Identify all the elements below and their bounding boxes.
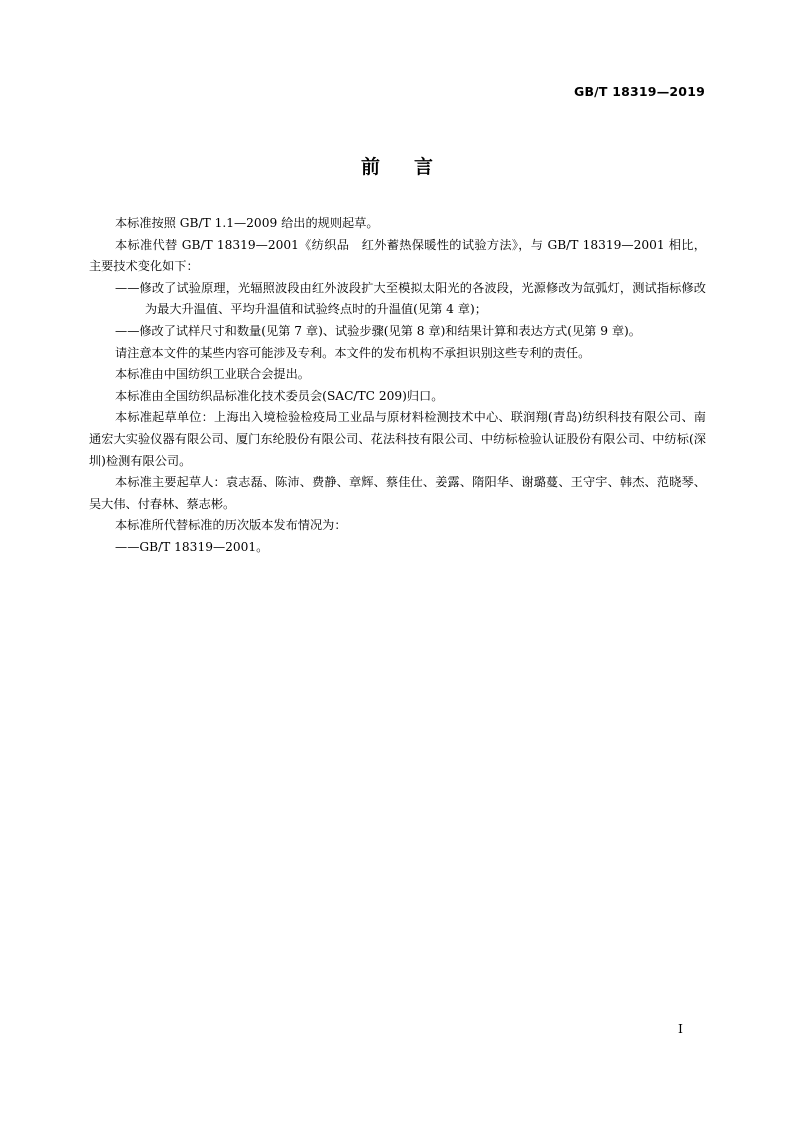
list-item-history-1-text: ——GB/T 18319—2001。	[115, 539, 269, 554]
standard-code: GB/T 18319—2019	[573, 84, 705, 99]
list-item-change-2	[89, 321, 706, 343]
paragraph-committee: 本标准由全国纺织品标准化技术委员会(SAC/TC 209)归口。	[115, 388, 444, 403]
page-number: I	[678, 1021, 683, 1036]
paragraph-replacement: 本标准代替 GB/T 18319—2001《纺织品 红外蓄热保暖性的试验方法》，与 GB/T 18319—2001 相比，主要技术变化如下：	[89, 237, 706, 274]
page-title: 前言	[360, 156, 467, 178]
paragraph-drafters: 本标准主要起草人：袁志磊、陈沛、费静、章辉、蔡佳仕、姜露、隋阳华、谢璐蔓、王守宇、韩杰、范晓琴、吴大伟、付春林、蔡志彬。	[89, 475, 706, 511]
paragraph-version-history: 本标准所代替标准的历次版本发布情况为：	[115, 518, 347, 533]
paragraph-drafting-units: 本标准起草单位：上海出入境检验检疫局工业品与原材料检测技术中心、联润翔(青岛)纺织科技有限公司、南通宏大实验仪器有限公司、厦门东纶股份有限公司、花法科技有限公司、中纺标检验认证股份有限公司、中纺标(深圳)检测有限公司。	[89, 410, 706, 468]
foreword-body	[89, 213, 706, 559]
paragraph-proposer: 本标准由中国纺织工业联合会提出。	[115, 367, 310, 382]
list-item-change-1-text: ——修改了试验原理，光辐照波段由红外波段扩大至模拟太阳光的各波段，光源修改为氙弧灯，测试指标修改为最大升温值、平均升温值和试验终点时的升温值(见第 4 章)；	[115, 280, 706, 317]
list-item-history-1	[89, 537, 706, 559]
list-item-change-1	[89, 278, 706, 321]
paragraph-patent-notice: 请注意本文件的某些内容可能涉及专利。本文件的发布机构不承担识别这些专利的责任。	[115, 345, 591, 360]
list-item-change-2-text: ——修改了试样尺寸和数量(见第 7 章)、试验步骤(见第 8 章)和结果计算和表达方式(见第 9 章)。	[115, 323, 641, 338]
paragraph-drafting-rules: 本标准按照 GB/T 1.1—2009 给出的规则起草。	[115, 216, 379, 230]
